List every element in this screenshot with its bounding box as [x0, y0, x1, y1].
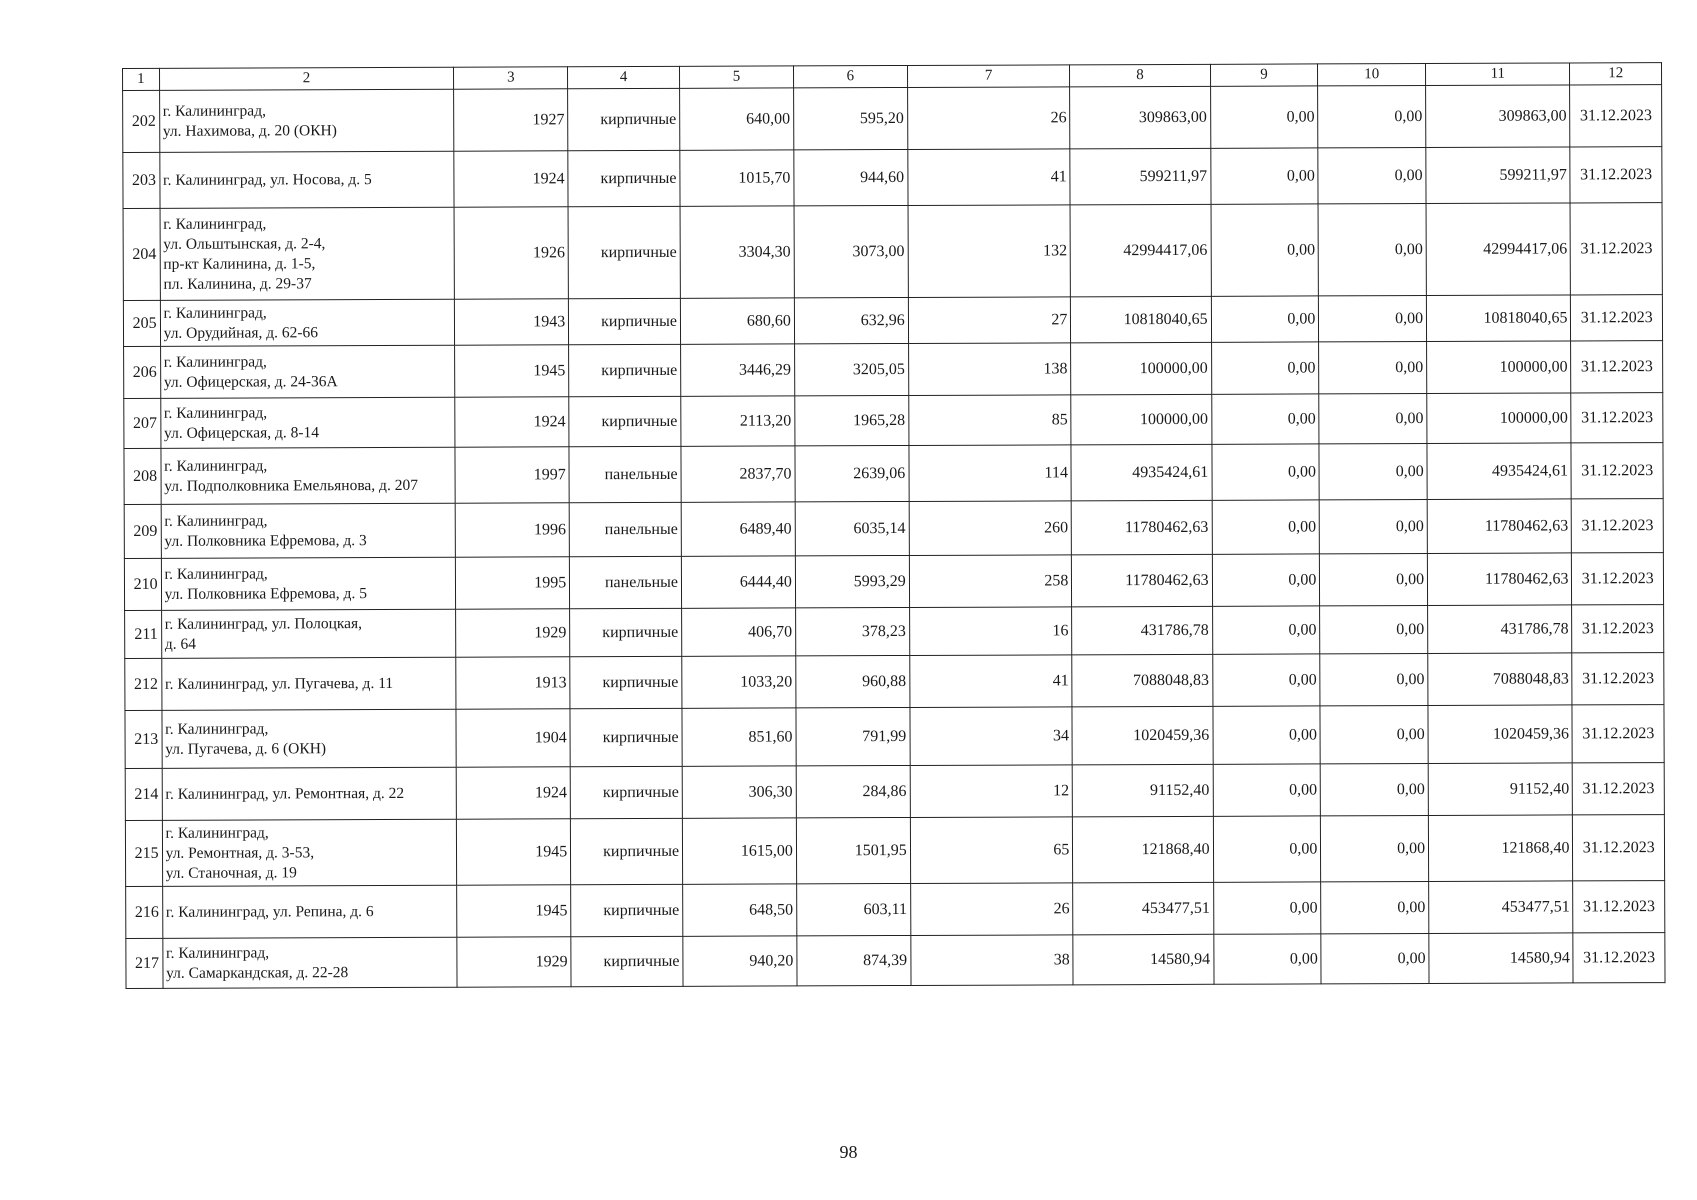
date-cell: 31.12.2023 [1572, 553, 1664, 605]
column-9-cell: 0,00 [1212, 500, 1320, 554]
year-cell: 1929 [457, 937, 571, 987]
row-number-cell: 211 [125, 610, 162, 658]
year-cell: 1929 [456, 609, 570, 657]
date-cell: 31.12.2023 [1570, 203, 1662, 295]
column-7-cell: 26 [910, 883, 1073, 936]
row-number-cell: 204 [123, 208, 160, 300]
table-row [124, 341, 1663, 399]
address-line: ул. Ольштынская, д. 2-4, [163, 234, 326, 253]
row-number-cell: 207 [124, 398, 161, 448]
column-7-cell: 41 [909, 655, 1072, 708]
column-6-cell: 2639,06 [795, 445, 909, 501]
column-9-cell: 0,00 [1211, 296, 1319, 342]
table-row [124, 443, 1663, 505]
column-9-cell: 0,00 [1212, 554, 1320, 606]
column-7-cell: 16 [909, 607, 1072, 656]
column-6-cell: 791,99 [796, 707, 910, 765]
year-cell: 1945 [457, 819, 571, 885]
address-cell [159, 151, 454, 208]
column-11-cell: 599211,97 [1426, 147, 1571, 204]
column-9-cell: 0,00 [1211, 204, 1319, 296]
column-7-cell: 132 [908, 205, 1071, 298]
column-11-cell: 453477,51 [1429, 881, 1574, 934]
column-9-cell: 0,00 [1212, 654, 1320, 706]
column-header-4: 4 [568, 66, 680, 88]
column-6-cell: 1965,28 [795, 395, 909, 445]
address-cell [162, 819, 457, 886]
column-8-cell: 14580,94 [1073, 934, 1213, 985]
address-cell [161, 609, 456, 658]
column-10-cell: 0,00 [1320, 499, 1428, 553]
table-row [124, 553, 1663, 611]
year-cell: 1995 [456, 557, 570, 609]
address-line: г. Калининград, [164, 564, 268, 583]
wall-material-cell: панельные [570, 556, 682, 608]
row-number-cell: 206 [124, 346, 161, 398]
row-number-cell: 209 [124, 504, 161, 558]
address-cell [162, 937, 457, 988]
column-9-cell: 0,00 [1213, 706, 1321, 764]
column-9-cell: 0,00 [1212, 606, 1320, 654]
column-9-cell: 0,00 [1213, 882, 1321, 934]
address-cell [159, 89, 454, 152]
column-8-cell: 100000,00 [1071, 394, 1211, 445]
column-header-11: 11 [1426, 63, 1570, 86]
column-5-cell: 680,60 [680, 298, 794, 344]
column-5-cell: 1615,00 [682, 818, 796, 884]
column-6-cell: 3073,00 [794, 205, 908, 297]
column-8-cell: 599211,97 [1070, 148, 1210, 205]
column-10-cell: 0,00 [1318, 203, 1426, 295]
address-cell [161, 557, 456, 610]
table-row [123, 295, 1662, 347]
date-cell: 31.12.2023 [1572, 605, 1664, 653]
column-7-cell: 27 [908, 297, 1071, 344]
column-5-cell: 648,50 [683, 884, 797, 936]
column-11-cell: 42994417,06 [1426, 203, 1571, 296]
column-11-cell: 11780462,63 [1427, 553, 1572, 606]
column-5-cell: 6489,40 [681, 502, 795, 556]
address-line: г. Калининград, [165, 943, 270, 962]
date-cell: 31.12.2023 [1573, 763, 1665, 815]
column-5-cell: 3446,29 [681, 344, 795, 396]
column-5-cell: 3304,30 [680, 206, 794, 298]
address-line: г. Калининград, [165, 823, 269, 842]
column-5-cell: 940,20 [683, 936, 797, 986]
table-row [126, 881, 1665, 939]
wall-material-cell: кирпичные [568, 150, 680, 206]
column-header-10: 10 [1318, 63, 1426, 85]
column-9-cell: 0,00 [1212, 444, 1320, 500]
address-cell [162, 885, 457, 938]
column-11-cell: 10818040,65 [1427, 295, 1572, 342]
column-9-cell: 0,00 [1211, 394, 1319, 444]
column-8-cell: 309863,00 [1070, 86, 1211, 149]
column-6-cell: 944,60 [794, 149, 908, 205]
wall-material-cell: кирпичные [571, 936, 683, 986]
address-line: г. Калининград, [163, 214, 267, 233]
address-line: пр-кт Калинина, д. 1-5, [163, 254, 316, 273]
address-cell [160, 207, 455, 300]
column-11-cell: 91152,40 [1428, 763, 1573, 816]
column-6-cell: 5993,29 [795, 555, 909, 607]
column-header-8: 8 [1070, 64, 1210, 87]
column-header-2: 2 [159, 67, 454, 90]
date-cell: 31.12.2023 [1570, 147, 1662, 203]
table-row [123, 203, 1662, 301]
year-cell: 1945 [457, 885, 571, 937]
column-8-cell: 91152,40 [1073, 764, 1213, 817]
column-5-cell: 2113,20 [681, 396, 795, 446]
wall-material-cell: кирпичные [568, 88, 680, 150]
date-cell: 31.12.2023 [1572, 653, 1664, 705]
wall-material-cell: панельные [569, 446, 681, 502]
address-cell [161, 503, 456, 558]
address-line: ул. Станочная, д. 19 [165, 863, 297, 882]
table-row [125, 605, 1664, 659]
column-7-cell: 38 [911, 935, 1074, 986]
table-row [125, 763, 1664, 821]
column-6-cell: 3205,05 [794, 343, 908, 395]
address-cell [162, 767, 457, 820]
address-cell [160, 345, 455, 398]
column-11-cell: 14580,94 [1429, 933, 1574, 984]
date-cell: 31.12.2023 [1573, 881, 1665, 933]
column-10-cell: 0,00 [1321, 933, 1429, 983]
date-cell: 31.12.2023 [1572, 705, 1664, 763]
column-11-cell: 100000,00 [1427, 341, 1572, 394]
column-11-cell: 431786,78 [1428, 605, 1573, 654]
year-cell: 1996 [456, 503, 570, 557]
row-number-cell: 215 [125, 820, 162, 886]
address-line: г. Калининград, [163, 303, 267, 322]
column-header-3: 3 [454, 67, 568, 89]
address-line: г. Калининград, ул. Репина, д. 6 [165, 902, 374, 921]
year-cell: 1926 [454, 207, 568, 299]
row-number-cell: 210 [124, 558, 161, 610]
address-line: ул. Офицерская, д. 24-36А [163, 372, 338, 391]
address-line: ул. Ремонтная, д. 3-53, [165, 843, 315, 862]
address-line: г. Калининград, [163, 403, 268, 422]
wall-material-cell: кирпичные [570, 766, 682, 818]
column-8-cell: 10818040,65 [1071, 296, 1211, 343]
column-6-cell: 6035,14 [795, 501, 909, 555]
column-6-cell: 595,20 [793, 87, 907, 149]
year-cell: 1943 [455, 299, 569, 345]
column-11-cell: 309863,00 [1426, 85, 1571, 148]
address-line: ул. Орудийная, д. 62-66 [163, 323, 319, 342]
column-7-cell: 65 [910, 817, 1073, 884]
row-number-cell: 203 [123, 152, 160, 208]
year-cell: 1997 [455, 447, 569, 503]
date-cell: 31.12.2023 [1573, 815, 1665, 881]
column-8-cell: 42994417,06 [1070, 204, 1211, 297]
row-number-cell: 208 [124, 448, 161, 504]
column-header-1: 1 [123, 68, 160, 90]
table-row [123, 147, 1662, 209]
address-cell [160, 299, 455, 346]
table-row [125, 653, 1664, 711]
row-number-cell: 202 [123, 90, 160, 152]
table-row [124, 499, 1663, 559]
column-10-cell: 0,00 [1320, 605, 1428, 653]
column-7-cell: 34 [910, 707, 1073, 766]
column-9-cell: 0,00 [1213, 764, 1321, 816]
column-7-cell: 138 [908, 343, 1071, 396]
column-10-cell: 0,00 [1319, 341, 1427, 393]
column-5-cell: 1015,70 [680, 150, 794, 206]
table-row [125, 815, 1664, 887]
column-11-cell: 100000,00 [1427, 393, 1572, 444]
column-5-cell: 2837,70 [681, 446, 795, 502]
column-header-6: 6 [793, 65, 907, 87]
column-header-7: 7 [907, 65, 1070, 88]
wall-material-cell: кирпичные [571, 818, 683, 884]
row-number-cell: 205 [123, 300, 160, 346]
column-11-cell: 4935424,61 [1427, 443, 1572, 500]
wall-material-cell: кирпичные [569, 298, 681, 344]
wall-material-cell: кирпичные [568, 206, 680, 298]
table-row [126, 933, 1665, 989]
address-cell [162, 709, 457, 768]
row-number-cell: 217 [126, 938, 163, 988]
column-10-cell: 0,00 [1319, 443, 1427, 499]
year-cell: 1924 [454, 151, 568, 207]
column-10-cell: 0,00 [1318, 85, 1426, 147]
date-cell: 31.12.2023 [1573, 933, 1665, 983]
page-number: 98 [839, 1142, 858, 1162]
year-cell: 1927 [454, 89, 568, 151]
table-row [123, 85, 1662, 153]
date-cell: 31.12.2023 [1571, 393, 1663, 443]
column-9-cell: 0,00 [1210, 86, 1318, 148]
column-7-cell: 26 [907, 87, 1070, 150]
column-11-cell: 121868,40 [1429, 815, 1574, 882]
wall-material-cell: кирпичные [569, 396, 681, 446]
column-7-cell: 114 [909, 445, 1072, 502]
column-8-cell: 7088048,83 [1072, 654, 1212, 707]
wall-material-cell: кирпичные [569, 344, 681, 396]
column-10-cell: 0,00 [1320, 653, 1428, 705]
address-line: г. Калининград, [163, 352, 267, 371]
column-6-cell: 1501,95 [796, 817, 910, 883]
year-cell: 1913 [456, 657, 570, 709]
column-6-cell: 632,96 [794, 297, 908, 343]
column-5-cell: 1033,20 [682, 656, 796, 708]
address-line: г. Калининград, [164, 511, 268, 530]
column-7-cell: 258 [909, 555, 1072, 608]
column-8-cell: 4935424,61 [1071, 444, 1211, 501]
address-line: ул. Офицерская, д. 8-14 [163, 423, 320, 442]
table-row [125, 705, 1664, 769]
column-8-cell: 453477,51 [1073, 882, 1213, 935]
date-cell: 31.12.2023 [1571, 443, 1663, 499]
address-line: ул. Полковника Ефремова, д. 3 [164, 531, 367, 550]
address-line: г. Калининград, ул. Пугачева, д. 11 [164, 674, 394, 693]
column-9-cell: 0,00 [1211, 342, 1319, 394]
column-6-cell: 378,23 [795, 607, 909, 655]
column-11-cell: 7088048,83 [1428, 653, 1573, 706]
wall-material-cell: кирпичные [570, 708, 682, 766]
column-6-cell: 284,86 [796, 765, 910, 817]
column-11-cell: 11780462,63 [1427, 499, 1572, 554]
year-cell: 1904 [456, 709, 570, 767]
date-cell: 31.12.2023 [1570, 85, 1662, 147]
column-10-cell: 0,00 [1320, 705, 1428, 763]
column-header-12: 12 [1570, 63, 1662, 85]
column-10-cell: 0,00 [1319, 393, 1427, 443]
row-number-cell: 212 [125, 658, 162, 710]
column-10-cell: 0,00 [1321, 815, 1429, 881]
wall-material-cell: кирпичные [570, 608, 682, 656]
data-table [122, 62, 1666, 989]
date-cell: 31.12.2023 [1571, 295, 1663, 341]
year-cell: 1924 [455, 397, 569, 447]
address-line: ул. Нахимова, д. 20 (ОКН) [162, 121, 337, 140]
column-5-cell: 851,60 [682, 708, 796, 766]
column-9-cell: 0,00 [1213, 816, 1321, 882]
year-cell: 1924 [457, 767, 571, 819]
wall-material-cell: кирпичные [571, 884, 683, 936]
column-header-9: 9 [1210, 64, 1318, 86]
column-8-cell: 11780462,63 [1072, 554, 1212, 607]
address-line: г. Калининград, [162, 101, 266, 120]
year-cell: 1945 [455, 345, 569, 397]
column-8-cell: 100000,00 [1071, 342, 1211, 395]
column-11-cell: 1020459,36 [1428, 705, 1573, 764]
date-cell: 31.12.2023 [1572, 499, 1664, 553]
address-line: ул. Пугачева, д. 6 (ОКН) [165, 739, 327, 758]
column-7-cell: 41 [908, 149, 1071, 206]
column-8-cell: 11780462,63 [1072, 500, 1212, 555]
address-cell [161, 657, 456, 710]
column-10-cell: 0,00 [1321, 763, 1429, 815]
column-10-cell: 0,00 [1319, 295, 1427, 341]
column-5-cell: 640,00 [680, 88, 794, 150]
wall-material-cell: панельные [569, 502, 681, 556]
address-line: г. Калининград, [165, 719, 269, 738]
column-6-cell: 874,39 [797, 935, 911, 985]
address-line: д. 64 [164, 635, 196, 653]
column-5-cell: 406,70 [682, 608, 796, 656]
address-line: ул. Полковника Ефремова, д. 5 [164, 584, 367, 603]
column-5-cell: 6444,40 [681, 556, 795, 608]
table-row [124, 393, 1663, 449]
column-7-cell: 85 [908, 395, 1071, 446]
row-number-cell: 216 [126, 886, 163, 938]
date-cell: 31.12.2023 [1571, 341, 1663, 393]
address-line: г. Калининград, ул. Ремонтная, д. 22 [165, 784, 405, 803]
column-5-cell: 306,30 [682, 766, 796, 818]
table-body [123, 85, 1665, 989]
column-header-5: 5 [680, 66, 794, 88]
column-10-cell: 0,00 [1318, 147, 1426, 203]
wall-material-cell: кирпичные [570, 656, 682, 708]
address-line: г. Калининград, ул. Полоцкая, [164, 614, 363, 633]
column-7-cell: 260 [909, 501, 1072, 556]
address-line: г. Калининград, [164, 456, 268, 475]
address-cell [160, 397, 455, 448]
row-number-cell: 214 [125, 768, 162, 820]
address-cell [161, 447, 456, 504]
column-7-cell: 12 [910, 765, 1073, 818]
address-line: ул. Самаркандская, д. 22-28 [166, 963, 349, 982]
column-9-cell: 0,00 [1210, 148, 1318, 204]
address-line: пл. Калинина, д. 29-37 [163, 274, 312, 293]
column-6-cell: 603,11 [797, 883, 911, 935]
row-number-cell: 213 [125, 710, 162, 768]
column-9-cell: 0,00 [1213, 934, 1321, 984]
column-8-cell: 431786,78 [1072, 606, 1212, 655]
column-6-cell: 960,88 [796, 655, 910, 707]
address-line: ул. Подполковника Емельянова, д. 207 [164, 476, 418, 495]
address-line: г. Калининград, ул. Носова, д. 5 [162, 170, 372, 189]
column-10-cell: 0,00 [1320, 553, 1428, 605]
column-8-cell: 1020459,36 [1072, 706, 1212, 765]
column-8-cell: 121868,40 [1073, 816, 1214, 883]
column-10-cell: 0,00 [1321, 881, 1429, 933]
